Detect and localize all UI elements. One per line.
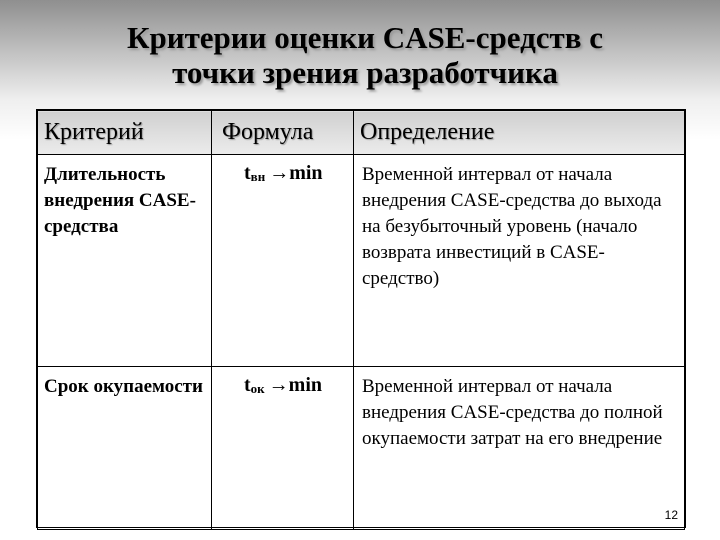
table-header-row	[38, 111, 685, 155]
formula-target: →min	[269, 162, 323, 184]
formula-cell	[212, 367, 354, 530]
slide-title-line-2: точки зрения разработчика	[172, 55, 558, 90]
slide-title	[40, 20, 690, 90]
page-number: 12	[664, 508, 678, 522]
definition-cell: Временной интервал от начала внедрения CASE-средства до полной окупаемости затрат на его внедрение	[354, 367, 685, 530]
header-formula: Формула	[212, 111, 354, 155]
criterion-cell: Срок окупаемости	[38, 367, 212, 530]
formula-subscript: ок	[250, 381, 265, 396]
formula-base: t	[244, 374, 251, 396]
criterion-cell: Длительность внедрения CASE-средства	[38, 155, 212, 367]
header-criterion: Критерий	[38, 111, 212, 155]
formula-cell	[212, 155, 354, 367]
slide-title-line-1: Критерии оценки CASE-средств с	[126, 20, 604, 55]
definition-cell: Временной интервал от начала внедрения CASE-средства до выхода на безубыточный уровень (начало возврата инвестиций в CASE-средство)	[354, 155, 685, 367]
formula-base: t	[244, 162, 251, 184]
formula-subscript: вн	[250, 169, 266, 184]
table-row	[38, 367, 685, 530]
table-row	[38, 155, 685, 367]
header-definition: Определение	[354, 111, 685, 155]
formula-target: →min	[268, 374, 323, 396]
criteria-table	[36, 109, 686, 528]
